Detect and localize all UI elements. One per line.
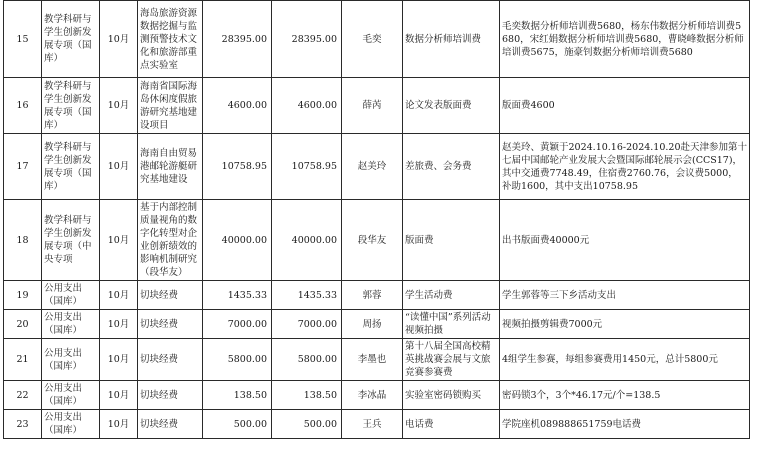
expense-type-cell: 论文发表版面费 <box>403 78 500 134</box>
table-row <box>4 134 750 200</box>
table-row <box>4 1 750 78</box>
table-row <box>4 281 750 310</box>
month-cell: 10月 <box>100 410 138 439</box>
reimbursed-amount-cell: 40000.00 <box>272 200 342 281</box>
handler-name-cell: 段华友 <box>342 200 403 281</box>
row-number-cell: 15 <box>4 1 42 78</box>
reimbursed-amount-cell: 138.50 <box>272 381 342 410</box>
expense-table <box>3 0 750 439</box>
expense-type-cell: 数据分析师培训费 <box>403 1 500 78</box>
handler-name-cell: 毛奕 <box>342 1 403 78</box>
funding-project-cell: 公用支出（国库） <box>42 410 100 439</box>
expense-type-cell: 第十八届全国高校精英挑战赛会展与文旅竞赛参赛费 <box>403 339 500 381</box>
month-cell: 10月 <box>100 134 138 200</box>
table-row <box>4 200 750 281</box>
funding-project-cell: 公用支出（国库） <box>42 339 100 381</box>
expense-description-cell: 学院座机089888651759电话费 <box>500 410 750 439</box>
row-number-cell: 20 <box>4 310 42 339</box>
expense-type-cell: “读懂中国”系列活动视频拍摄 <box>403 310 500 339</box>
handler-name-cell: 薛芮 <box>342 78 403 134</box>
handler-name-cell: 周扬 <box>342 310 403 339</box>
budget-item-cell: 切块经费 <box>138 339 203 381</box>
month-cell: 10月 <box>100 200 138 281</box>
row-number-cell: 17 <box>4 134 42 200</box>
reimbursed-amount-cell: 5800.00 <box>272 339 342 381</box>
budget-item-cell: 海南省国际海岛休闲度假旅游研究基地建设项目 <box>138 78 203 134</box>
reimbursed-amount-cell: 7000.00 <box>272 310 342 339</box>
expense-description-cell: 视频拍摄剪辑费7000元 <box>500 310 750 339</box>
amount-cell: 1435.33 <box>203 281 272 310</box>
expense-description-cell: 毛奕数据分析师培训费5680，杨东伟数据分析师培训费5680，宋红娟数据分析师培训费5680，曹晓峰数据分析师培训费5675，施豪钊数据分析师培训费5680 <box>500 1 750 78</box>
handler-name-cell: 赵美玲 <box>342 134 403 200</box>
reimbursed-amount-cell: 4600.00 <box>272 78 342 134</box>
month-cell: 10月 <box>100 1 138 78</box>
reimbursed-amount-cell: 500.00 <box>272 410 342 439</box>
row-number-cell: 22 <box>4 381 42 410</box>
expense-type-cell: 学生活动费 <box>403 281 500 310</box>
table-row <box>4 410 750 439</box>
table-row <box>4 381 750 410</box>
expense-description-cell: 出书版面费40000元 <box>500 200 750 281</box>
funding-project-cell: 教学科研与学生创新发展专项（国库） <box>42 1 100 78</box>
row-number-cell: 21 <box>4 339 42 381</box>
row-number-cell: 23 <box>4 410 42 439</box>
expense-type-cell: 实验室密码锁购买 <box>403 381 500 410</box>
table-row <box>4 310 750 339</box>
funding-project-cell: 公用支出（国库） <box>42 310 100 339</box>
expense-type-cell: 电话费 <box>403 410 500 439</box>
reimbursed-amount-cell: 28395.00 <box>272 1 342 78</box>
month-cell: 10月 <box>100 310 138 339</box>
amount-cell: 7000.00 <box>203 310 272 339</box>
funding-project-cell: 教学科研与学生创新发展专项（国库） <box>42 134 100 200</box>
budget-item-cell: 切块经费 <box>138 410 203 439</box>
funding-project-cell: 教学科研与学生创新发展专项（国库） <box>42 78 100 134</box>
expense-description-cell: 赵美玲、黄颖于2024.10.16-2024.10.20赴天津参加第十七届中国邮轮产业发展大会暨国际邮轮展示会(CCS17)，其中交通费7748.49，住宿费2760.76，会议费5000，补助1600，其中支出10758.95 <box>500 134 750 200</box>
amount-cell: 10758.95 <box>203 134 272 200</box>
row-number-cell: 18 <box>4 200 42 281</box>
handler-name-cell: 李墨也 <box>342 339 403 381</box>
month-cell: 10月 <box>100 339 138 381</box>
budget-item-cell: 基于内部控制质量视角的数字化转型对企业创新绩效的影响机制研究（段华友） <box>138 200 203 281</box>
table-row <box>4 339 750 381</box>
month-cell: 10月 <box>100 78 138 134</box>
expense-type-cell: 差旅费、会务费 <box>403 134 500 200</box>
handler-name-cell: 王兵 <box>342 410 403 439</box>
expense-description-cell: 版面费4600 <box>500 78 750 134</box>
table-row <box>4 78 750 134</box>
funding-project-cell: 公用支出（国库） <box>42 381 100 410</box>
budget-item-cell: 切块经费 <box>138 381 203 410</box>
amount-cell: 40000.00 <box>203 200 272 281</box>
amount-cell: 5800.00 <box>203 339 272 381</box>
amount-cell: 500.00 <box>203 410 272 439</box>
table-body <box>4 1 750 439</box>
amount-cell: 28395.00 <box>203 1 272 78</box>
funding-project-cell: 公用支出（国库） <box>42 281 100 310</box>
expense-description-cell: 密码锁3个，3个*46.17元/个=138.5 <box>500 381 750 410</box>
budget-item-cell: 海南自由贸易港邮轮游艇研究基地建设 <box>138 134 203 200</box>
handler-name-cell: 李冰晶 <box>342 381 403 410</box>
row-number-cell: 16 <box>4 78 42 134</box>
expense-type-cell: 版面费 <box>403 200 500 281</box>
amount-cell: 138.50 <box>203 381 272 410</box>
handler-name-cell: 郭蓉 <box>342 281 403 310</box>
reimbursed-amount-cell: 10758.95 <box>272 134 342 200</box>
amount-cell: 4600.00 <box>203 78 272 134</box>
month-cell: 10月 <box>100 281 138 310</box>
budget-item-cell: 切块经费 <box>138 310 203 339</box>
budget-item-cell: 切块经费 <box>138 281 203 310</box>
expense-description-cell: 学生郭蓉等三下乡活动支出 <box>500 281 750 310</box>
row-number-cell: 19 <box>4 281 42 310</box>
month-cell: 10月 <box>100 381 138 410</box>
expense-description-cell: 4组学生参赛，每组参赛费用1450元，总计5800元 <box>500 339 750 381</box>
funding-project-cell: 教学科研与学生创新发展专项（中央专项 <box>42 200 100 281</box>
reimbursed-amount-cell: 1435.33 <box>272 281 342 310</box>
budget-item-cell: 海岛旅游资源数据挖掘与监测预警技术文化和旅游部重点实验室 <box>138 1 203 78</box>
